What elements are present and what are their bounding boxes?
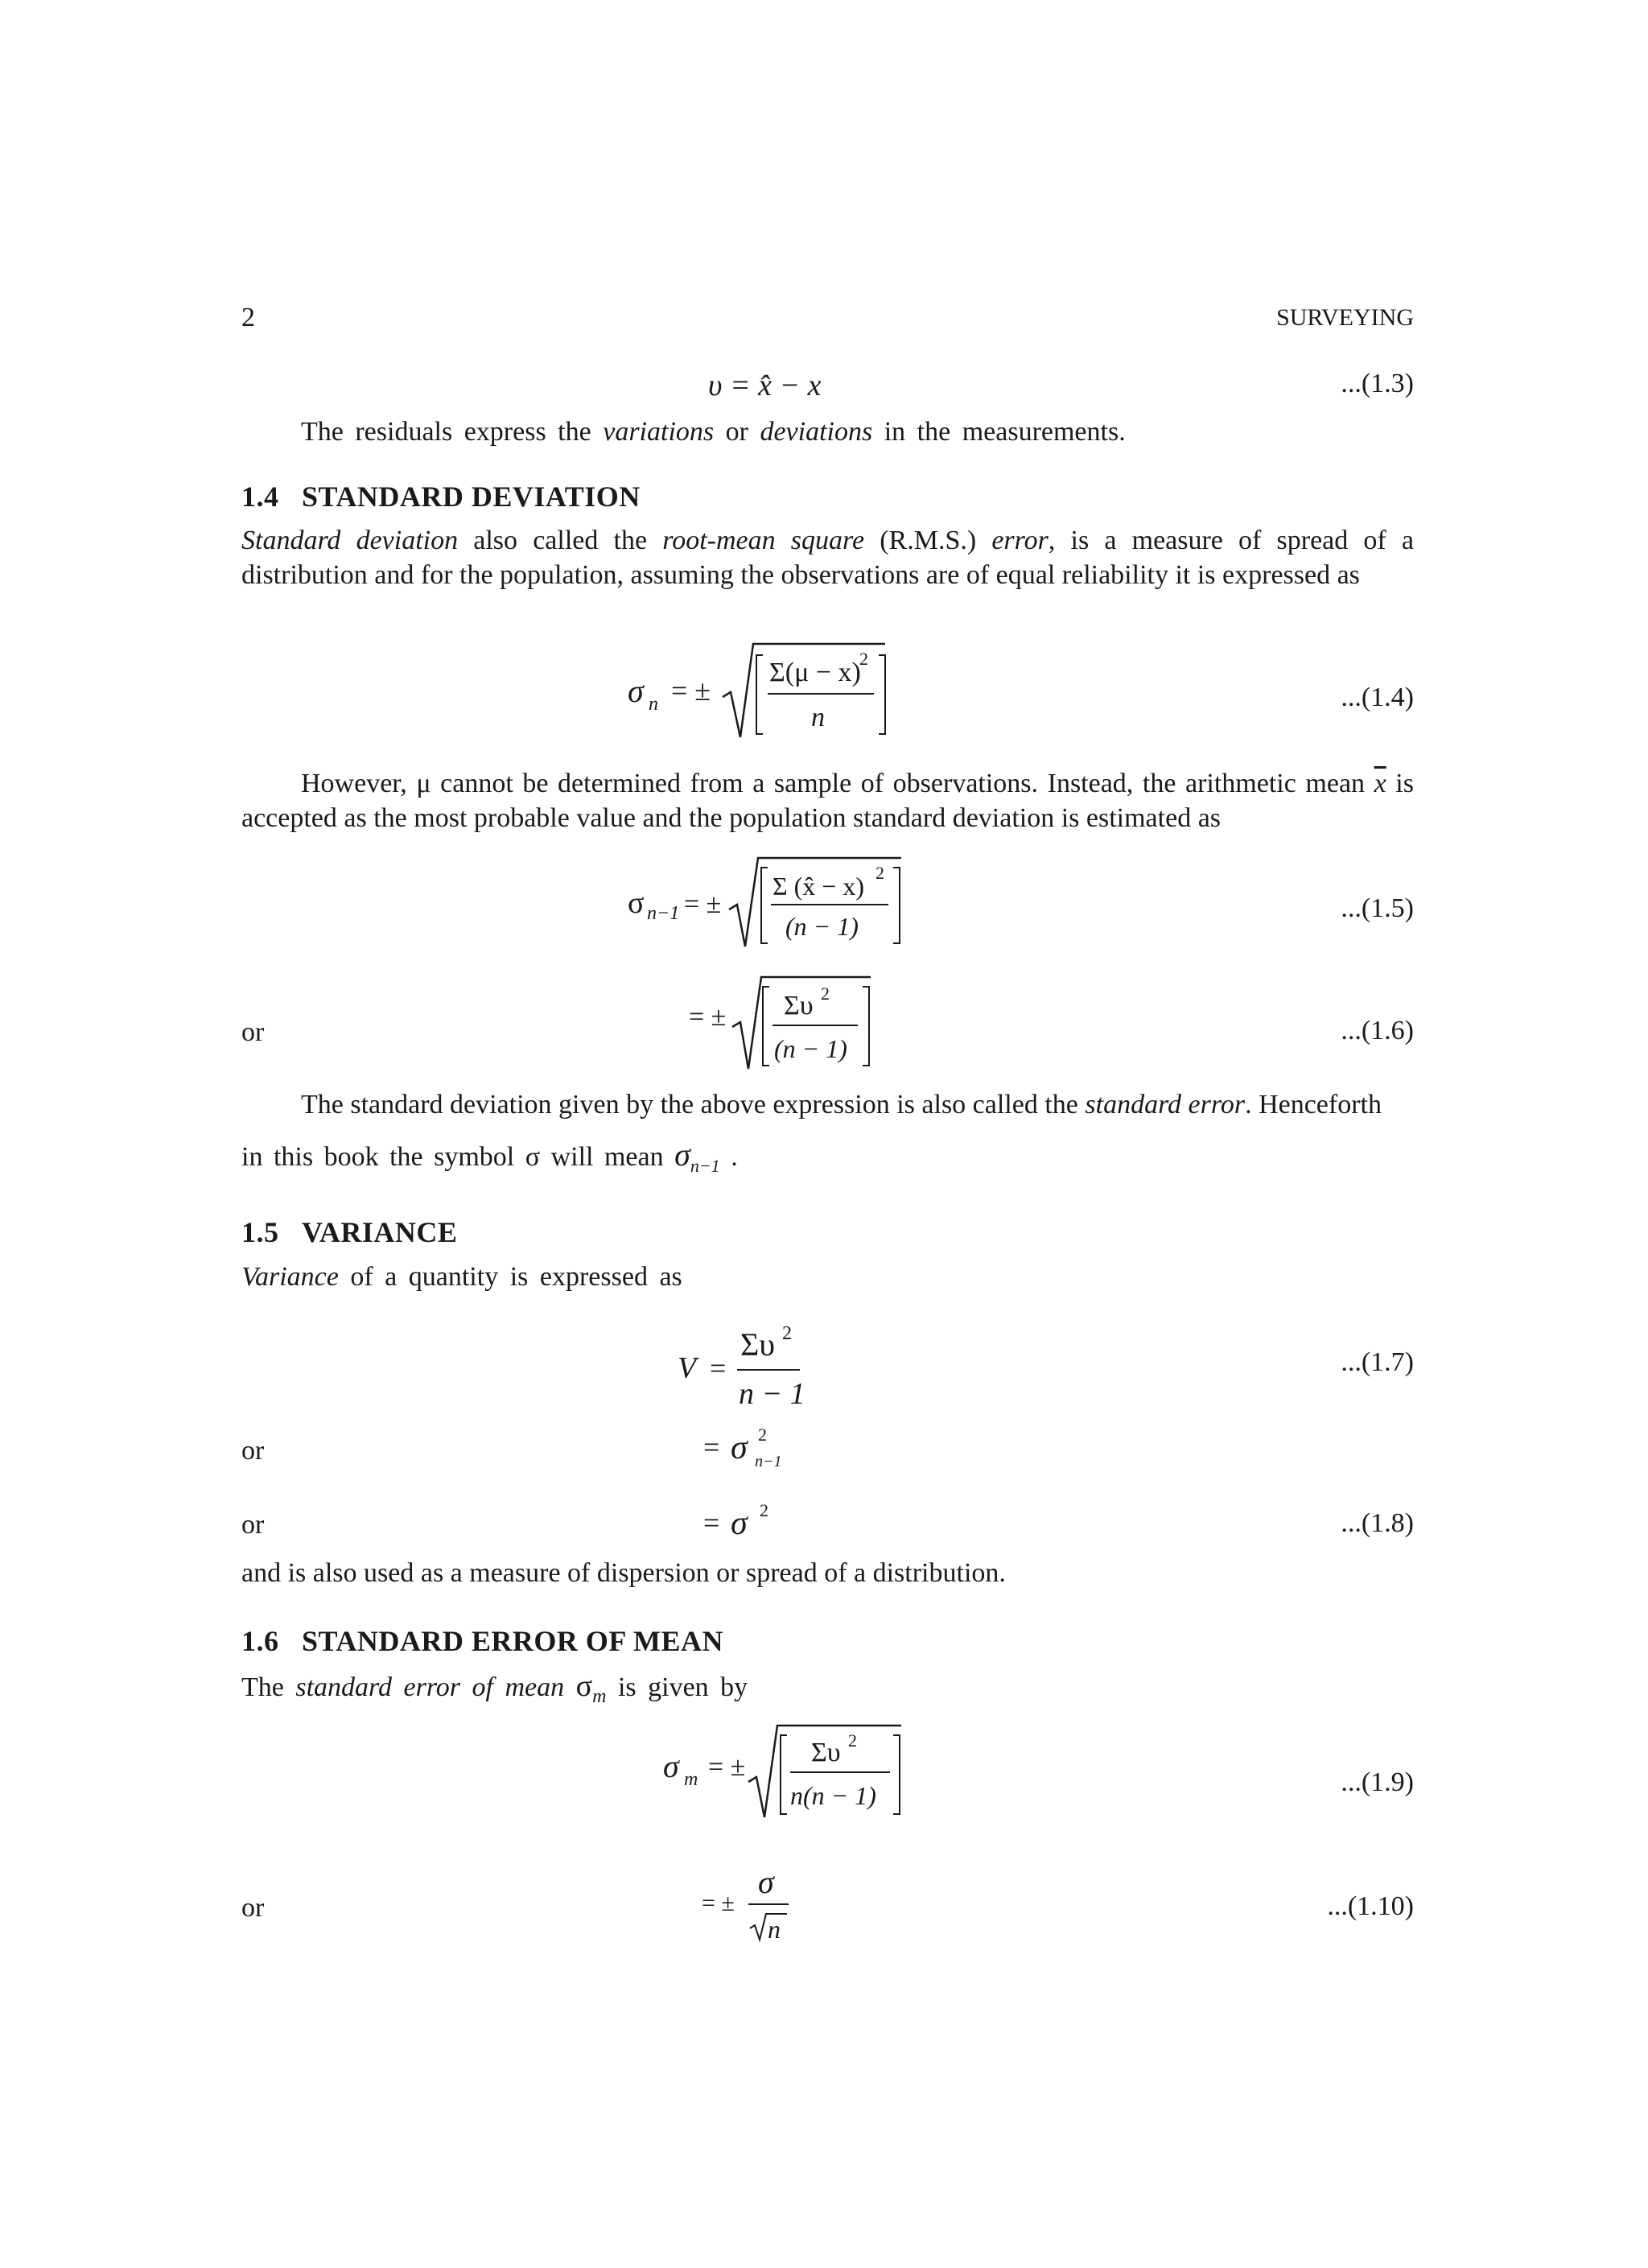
sigma-symbol: σ: [674, 1136, 690, 1173]
std-error-line-2: [241, 1138, 738, 1183]
eq-lhs-sub: m: [684, 1769, 698, 1790]
dispersion-sentence: and is also used as a measure of dispersion or spread of a distribution.: [241, 1558, 1006, 1588]
text-run: The: [241, 1672, 296, 1702]
eq-denominator: n: [768, 1915, 781, 1944]
sigma-subscript: n−1: [690, 1155, 720, 1176]
equation-1-9: [658, 1719, 908, 1824]
residuals-text-3: in the measurements.: [884, 417, 1126, 447]
x-bar-symbol: $\overline{x}$: [1374, 769, 1386, 798]
eq-sigma: σ: [731, 1429, 748, 1466]
equation-1-8: [700, 1492, 813, 1548]
eq-lhs: σ: [663, 1748, 679, 1784]
or-label: or: [241, 1436, 265, 1466]
term-variance: Variance: [241, 1262, 339, 1292]
eq-numerator: Συ: [740, 1326, 776, 1363]
std-error-mean-intro: [241, 1669, 748, 1713]
eq-numerator: Συ: [784, 991, 814, 1021]
text-run: of a quantity is expressed as: [338, 1262, 682, 1292]
eq-sup: 2: [760, 1500, 768, 1520]
eq-rel: = ±: [684, 889, 722, 919]
or-label: or: [241, 1893, 265, 1923]
equation-1-10: [698, 1856, 811, 1953]
eq-exponent: 2: [859, 649, 868, 669]
section-number: 1.5: [241, 1216, 279, 1248]
equation-number-1-9: ...(1.9): [1341, 1767, 1414, 1797]
equation-number-1-10: ...(1.10): [1327, 1891, 1414, 1921]
equation-number-1-6: ...(1.6): [1341, 1016, 1414, 1045]
sigma-symbol: σ: [575, 1669, 593, 1703]
term-rms: root-mean square: [662, 526, 865, 555]
text-run: also called the: [458, 526, 663, 555]
text-run: .: [719, 1142, 738, 1172]
term-error: error: [991, 526, 1049, 555]
eq-denominator: (n − 1): [785, 912, 859, 941]
eq-numerator: Συ: [811, 1738, 841, 1767]
section-number: 1.6: [241, 1625, 279, 1657]
eq-exponent: 2: [848, 1730, 857, 1750]
equation-number-1-4: ...(1.4): [1341, 682, 1414, 712]
eq-rel: =: [703, 1507, 720, 1539]
however-paragraph: [241, 766, 1414, 835]
term-standard-error-of-mean: standard error of mean: [295, 1672, 565, 1702]
equation-number-1-8: ...(1.8): [1341, 1508, 1414, 1538]
term-standard-deviation: Standard deviation: [241, 526, 459, 555]
sigma-subscript: m: [592, 1685, 607, 1707]
eq-lhs: σ: [628, 673, 644, 709]
eq-denominator: n(n − 1): [790, 1781, 876, 1810]
eq-numerator: σ: [758, 1864, 774, 1900]
text-run: is given by: [606, 1672, 748, 1702]
eq-numerator: Σ (x̂ − x): [772, 872, 864, 901]
eq-exponent: 2: [821, 983, 830, 1004]
equation-number-1-3: ...(1.3): [1341, 369, 1414, 398]
std-dev-paragraph: [241, 523, 1414, 592]
or-label: or: [241, 1017, 265, 1047]
section-title: STANDARD DEVIATION: [302, 480, 641, 513]
eq-lhs-sub: n−1: [647, 903, 680, 924]
eq-rel: = ±: [689, 1002, 727, 1032]
equation-1-7: [676, 1312, 837, 1416]
eq-rel: = ±: [671, 674, 711, 707]
text-run: in this book the symbol: [241, 1142, 525, 1172]
equation-1-5: [620, 852, 909, 956]
residuals-sentence: [301, 415, 1126, 449]
eq-denominator: (n − 1): [774, 1034, 847, 1063]
text-run: . Henceforth: [1245, 1090, 1382, 1120]
residuals-text-2: or: [725, 417, 748, 447]
residuals-text-1: The residuals express the: [301, 417, 591, 447]
section-heading-1-6: [241, 1624, 723, 1658]
eq-sup: 2: [758, 1425, 767, 1445]
equation-number-1-7: ...(1.7): [1341, 1347, 1414, 1377]
eq-rel: =: [703, 1431, 720, 1463]
eq-lhs: σ: [628, 886, 645, 920]
term-standard-error: standard error: [1085, 1090, 1246, 1120]
eq-rel: =: [710, 1352, 727, 1384]
equation-variance-sigma: [700, 1416, 813, 1481]
residuals-variations: variations: [603, 417, 715, 447]
text-run: However, μ cannot be determined from a sample of observations. Instead, the arithmetic mean: [301, 769, 1374, 798]
sigma-symbol: σ: [525, 1142, 541, 1172]
text-run: is accepted as the most probable value and the population standard deviation is estimated as: [241, 769, 1414, 833]
equation-1-6: [684, 971, 893, 1075]
section-heading-1-5: [241, 1215, 457, 1249]
text-run: The standard deviation given by the above expression is also called the: [301, 1090, 1086, 1120]
eq-exponent: 2: [782, 1323, 792, 1344]
text-run: will mean: [540, 1142, 675, 1172]
running-title: SURVEYING: [1276, 304, 1414, 331]
text-run: , is a measure of spread of a distribution and for the population, assuming the observations are of equal reliability it is expressed as: [241, 526, 1414, 590]
eq-sigma: σ: [731, 1505, 748, 1542]
std-error-line-1: [301, 1088, 1382, 1122]
section-heading-1-4: [241, 480, 641, 513]
section-number: 1.4: [241, 480, 279, 513]
section-title: VARIANCE: [302, 1216, 458, 1248]
variance-intro: [241, 1260, 682, 1294]
eq-rel: = ±: [708, 1752, 746, 1782]
eq-numerator: Σ(μ − x): [769, 658, 861, 687]
equation-number-1-5: ...(1.5): [1341, 893, 1414, 923]
text-run: (R.M.S.): [864, 526, 992, 555]
or-label: or: [241, 1510, 265, 1540]
eq-denominator: n: [811, 703, 825, 732]
equation-1-3: υ = x̂ − x: [708, 369, 822, 402]
eq-lhs: V: [678, 1351, 697, 1385]
section-title: STANDARD ERROR OF MEAN: [302, 1625, 723, 1657]
eq-rel: = ±: [702, 1890, 735, 1916]
eq-sub: n−1: [755, 1453, 782, 1470]
page-number: 2: [241, 303, 255, 332]
residuals-deviations: deviations: [760, 417, 873, 447]
eq-exponent: 2: [876, 863, 884, 883]
eq-lhs-sub: n: [649, 694, 658, 715]
eq-denominator: n − 1: [739, 1377, 805, 1411]
equation-1-4: [620, 636, 909, 748]
